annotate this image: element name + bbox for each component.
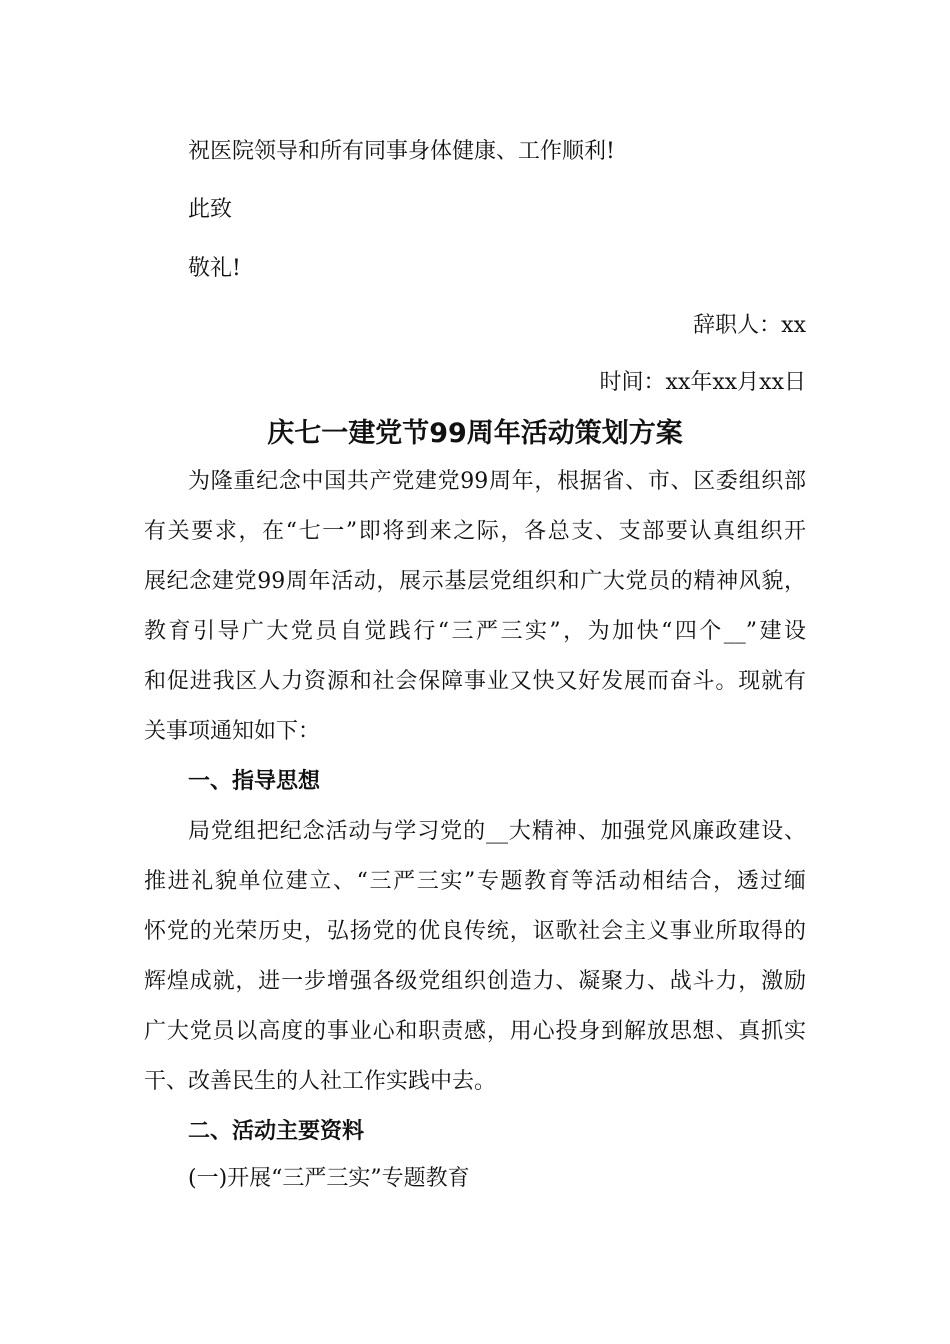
section1-line: 辉煌成就，进一步增强各级党组织创造力、凝聚力、战斗力，激励 — [144, 969, 806, 994]
intro-line: 有关要求，在“七一”即将到来之际，各总支、支部要认真组织开 — [144, 519, 806, 544]
signature-line: 辞职人：xx — [693, 313, 806, 338]
wish-line: 祝医院领导和所有同事身体健康、工作顺利! — [188, 139, 615, 164]
closing-line: 此致 — [188, 197, 233, 222]
section1-line: 怀党的光荣历史，弘扬党的优良传统，讴歌社会主义事业所取得的 — [144, 919, 806, 944]
intro-line: 展纪念建党99周年活动，展示基层党组织和广大党员的精神风貌， — [144, 569, 806, 594]
plan-title: 庆七一建党节99周年活动策划方案 — [267, 418, 683, 449]
section1-line: 广大党员以高度的事业心和职责感，用心投身到解放思想、真抓实 — [144, 1019, 806, 1044]
date-line: 时间：xx年xx月xx日 — [599, 370, 806, 395]
section1-heading: 一、指导思想 — [188, 769, 321, 794]
salute-line: 敬礼! — [188, 256, 241, 281]
intro-line: 关事项通知如下： — [144, 719, 321, 744]
section1-line: 推进礼貌单位建立、“三严三实”专题教育等活动相结合，透过缅 — [144, 869, 806, 894]
intro-line: 为隆重纪念中国共产党建党99周年，根据省、市、区委组织部 — [188, 469, 806, 494]
section1-line: 干、改善民生的人社工作实践中去。 — [144, 1069, 497, 1094]
section2-heading: 二、活动主要资料 — [188, 1119, 365, 1144]
section1-line: 局党组把纪念活动与学习党的__大精神、加强党风廉政建设、 — [188, 819, 806, 844]
intro-line: 和促进我区人力资源和社会保障事业又快又好发展而奋斗。现就有 — [144, 669, 806, 694]
intro-line: 教育引导广大党员自觉践行“三严三实”，为加快“四个__”建设 — [144, 619, 806, 644]
section2-subheading: (一)开展“三严三实”专题教育 — [188, 1166, 470, 1191]
